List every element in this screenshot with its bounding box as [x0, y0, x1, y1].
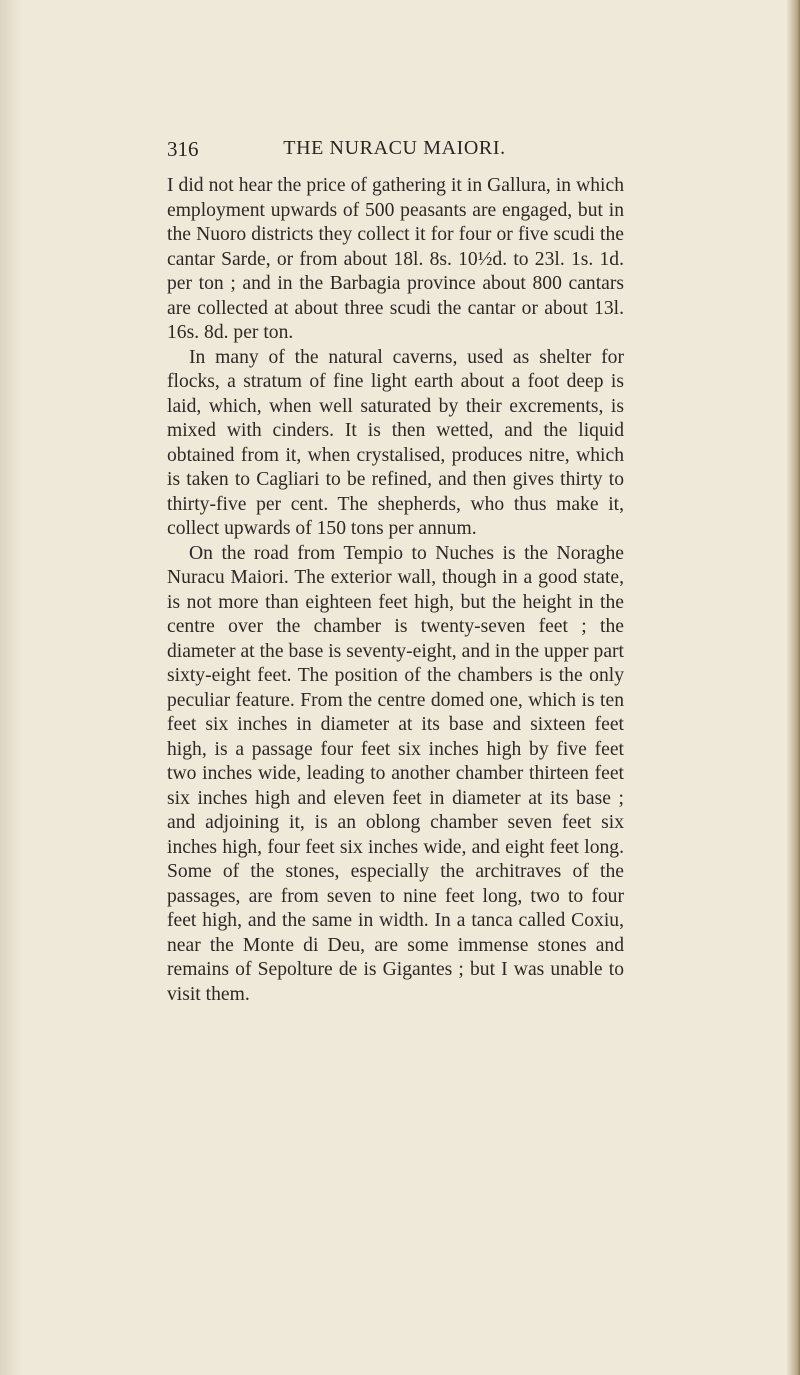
page-header — [167, 137, 622, 165]
paragraph-price-of-nitre: I did not hear the price of gathering it in Gallura, in which employment upwards of 500 peasants are engaged, but in the Nuoro districts they collect it for four or five scudi the cantar Sarde, or from about 18l. 8s. 10½d. to 23l. 1s. 1d. per ton ; and in the Barbagia province about 800 cantars are collected at about three scudi the cantar or about 13l. 16s. 8d. per ton. — [167, 175, 624, 343]
paragraph-nuracu-maiori: On the road from Tempio to Nuches is the Noraghe Nuracu Maiori. The exterior wall, though in a good state, is not more than eighteen feet high, but the height in the centre over the chamber is twenty-seven feet ; the diameter at the base is seventy-eight, and in the upper part sixty-eight feet. The position of the chambers is the only peculiar feature. From the centre domed one, which is ten feet six inches in diameter at its base and sixteen feet high, is a passage four feet six inches high by five feet two inches wide, leading to another chamber thirteen feet six inches high and eleven feet in diameter at its base ; and adjoining it, is an oblong chamber seven feet six inches high, four feet six inches wide, and eight feet long. Some of the stones, especially the architraves of the passages, are from seven to nine feet long, two to four feet high, and the same in width. In a tanca called Coxiu, near the Monte di Deu, are some immense stones and remains of Sepolture de is Gigantes ; but I was unable to visit them. — [167, 542, 624, 1005]
running-head: THE NURACU MAIORI. — [283, 137, 506, 159]
paragraph-nitre-production: In many of the natural caverns, used as shelter for flocks, a stratum of fine light earth about a foot deep is laid, which, when well saturated by their excrements, is mixed with cinders. It is then wetted, and the liquid obtained from it, when crystalised, produces nitre, which is taken to Cagliari to be refined, and then gives thirty to thirty-five per cent. The shepherds, who thus make it, collect upwards of 150 tons per annum. — [167, 346, 624, 539]
page-number: 316 — [167, 137, 199, 161]
body-text — [167, 174, 624, 1007]
page-edge — [786, 0, 800, 1375]
page-gutter-shadow — [0, 0, 22, 1375]
